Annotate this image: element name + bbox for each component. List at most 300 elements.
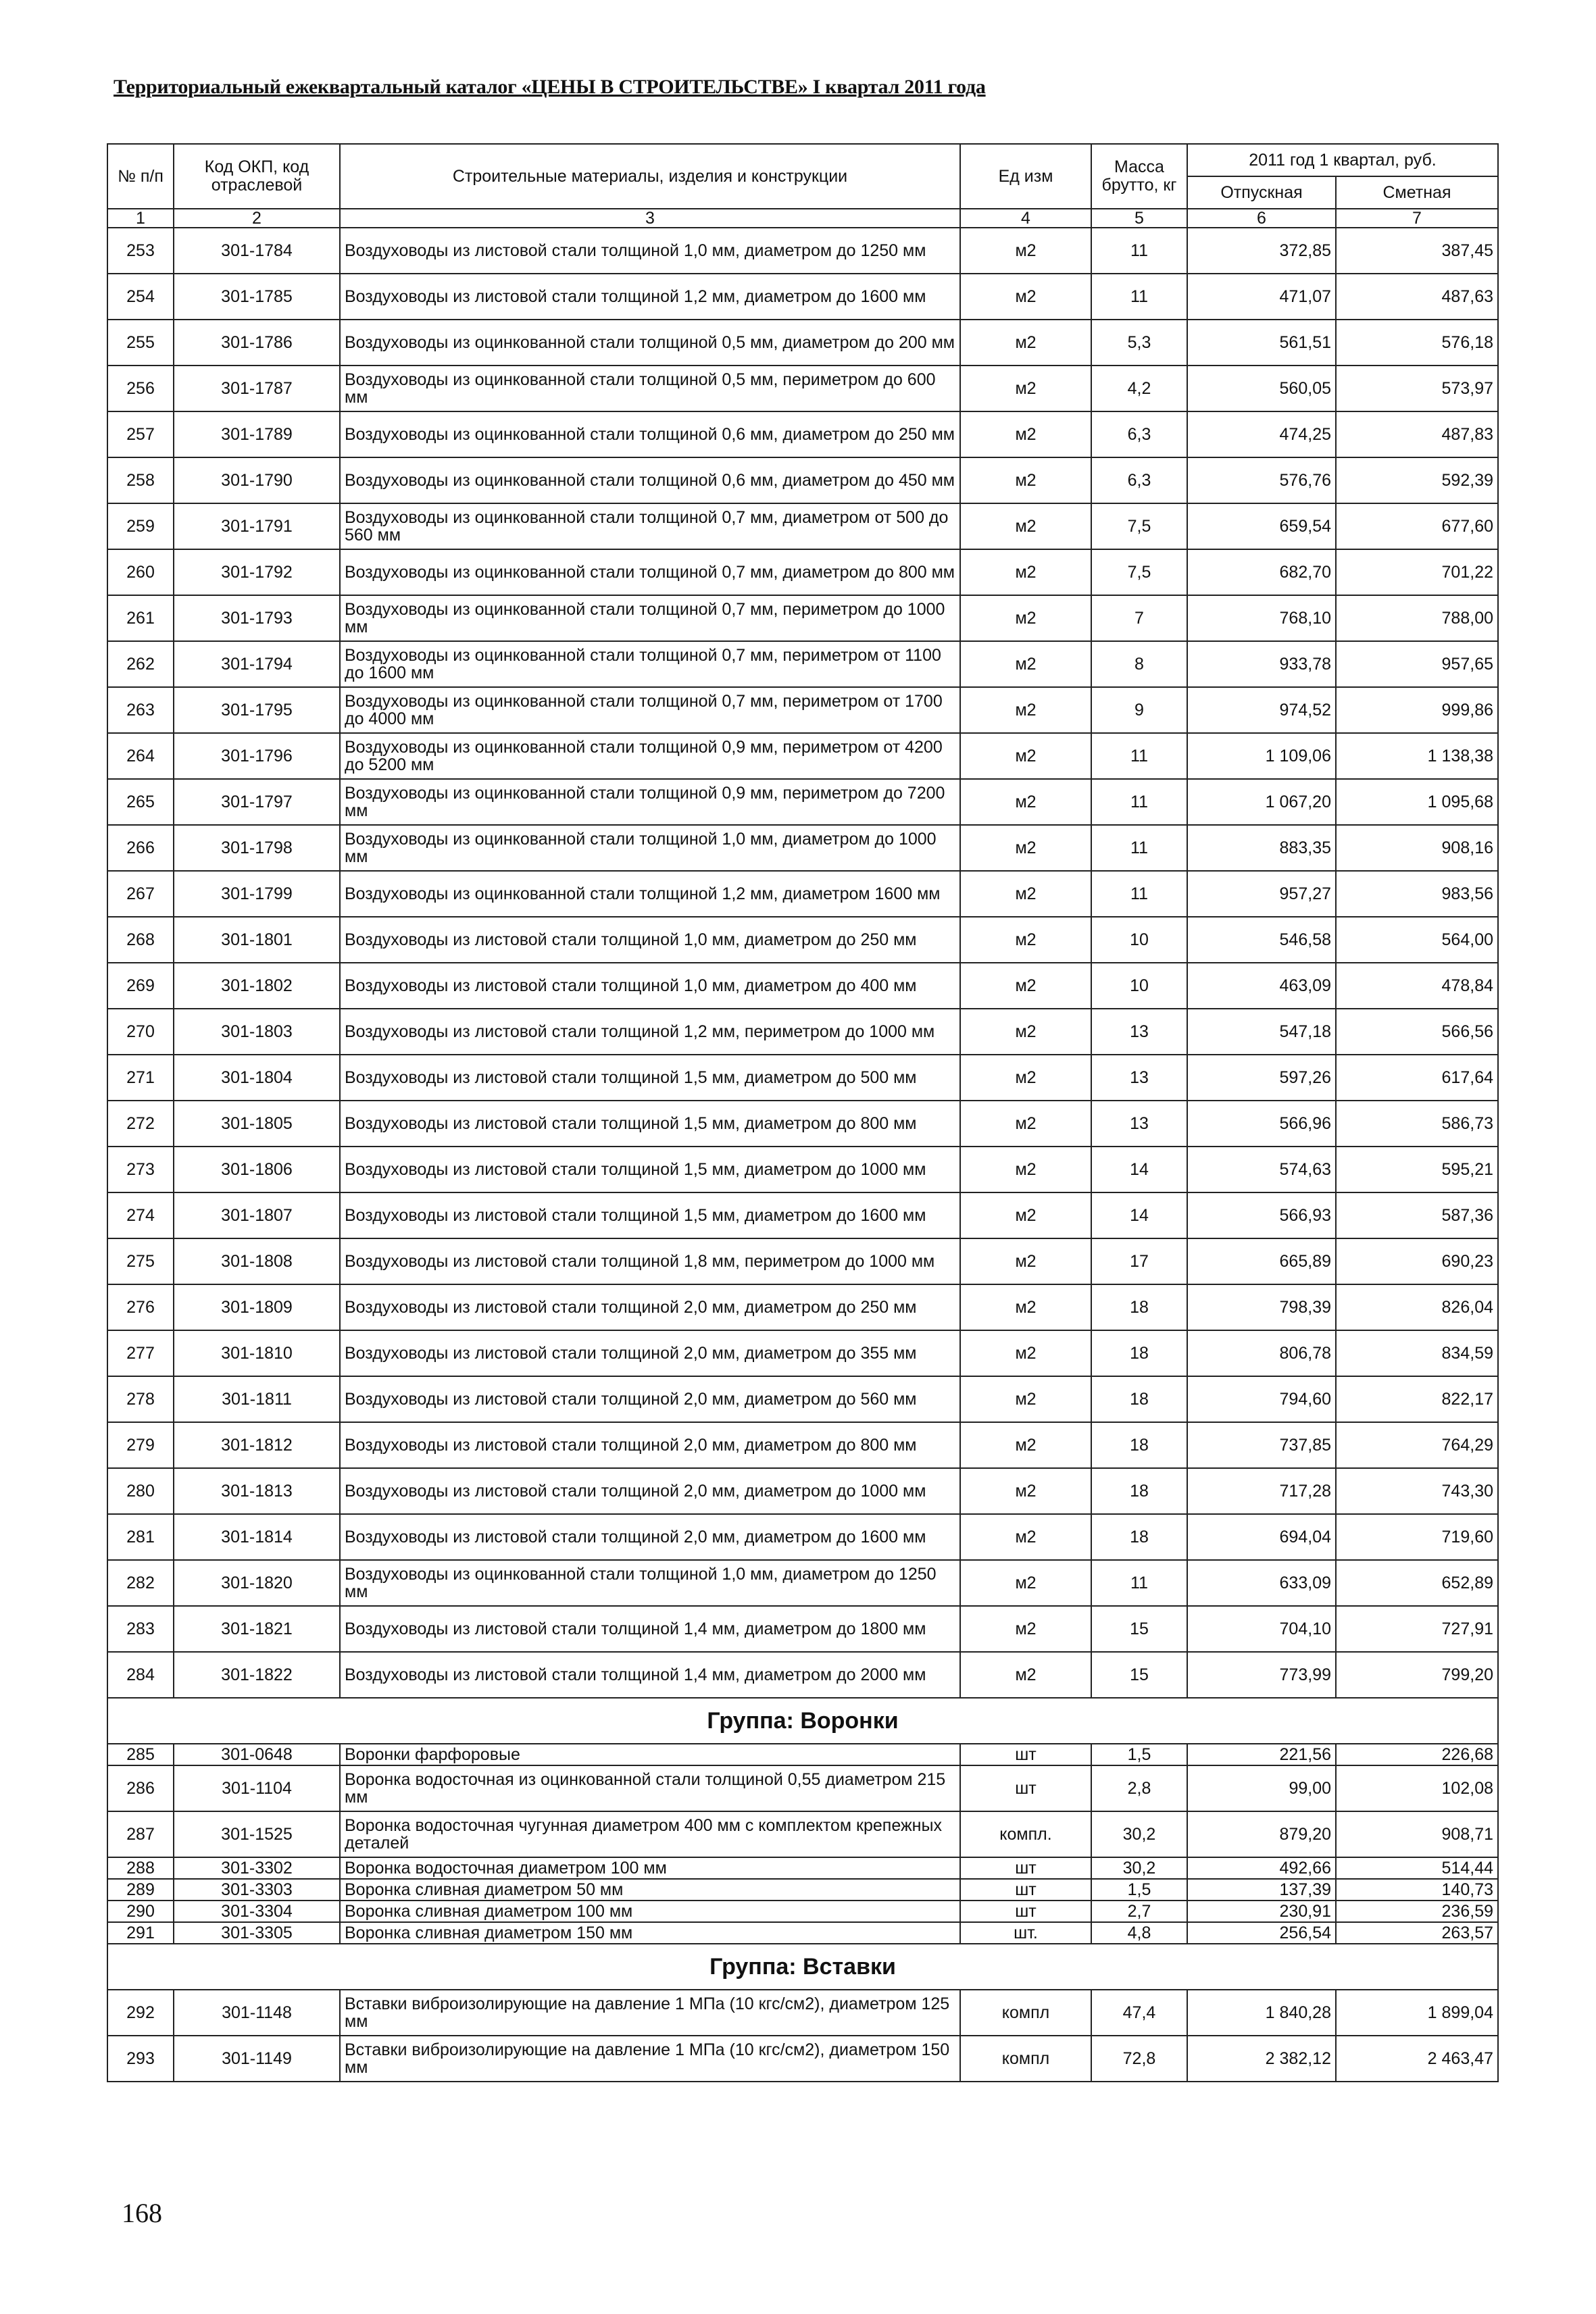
- row-estimate-price: 826,04: [1336, 1284, 1498, 1330]
- row-number: 257: [107, 411, 174, 457]
- row-description: Воздуховоды из оцинкованной стали толщиной 1,0 мм, диаметром до 1000 мм: [340, 825, 960, 871]
- row-code: 301-1785: [174, 274, 340, 320]
- table-row: [107, 549, 1498, 595]
- row-number: 274: [107, 1192, 174, 1238]
- row-mass: 18: [1091, 1284, 1187, 1330]
- row-estimate-price: 1 095,68: [1336, 779, 1498, 825]
- row-description: Воздуховоды из листовой стали толщиной 1,2 мм, диаметром до 1600 мм: [340, 274, 960, 320]
- row-release-price: 737,85: [1187, 1422, 1336, 1468]
- row-release-price: 566,93: [1187, 1192, 1336, 1238]
- row-mass: 72,8: [1091, 2036, 1187, 2082]
- row-estimate-price: 102,08: [1336, 1765, 1498, 1811]
- row-description: Воронка сливная диаметром 100 мм: [340, 1901, 960, 1922]
- column-number: 7: [1336, 209, 1498, 228]
- row-estimate-price: 514,44: [1336, 1857, 1498, 1879]
- row-number: 269: [107, 963, 174, 1009]
- row-description: Воздуховоды из листовой стали толщиной 1,0 мм, диаметром до 1250 мм: [340, 228, 960, 274]
- row-estimate-price: 564,00: [1336, 917, 1498, 963]
- row-description: Воздуховоды из оцинкованной стали толщиной 1,2 мм, диаметром 1600 мм: [340, 871, 960, 917]
- row-mass: 8: [1091, 641, 1187, 687]
- group-row: [107, 1944, 1498, 1990]
- col-header-release-price: Отпускная: [1187, 176, 1336, 209]
- table-row: [107, 1101, 1498, 1147]
- row-unit: компл: [960, 2036, 1091, 2082]
- row-code: 301-1796: [174, 733, 340, 779]
- row-unit: м2: [960, 1376, 1091, 1422]
- row-unit: м2: [960, 320, 1091, 366]
- table-row: [107, 1468, 1498, 1514]
- row-unit: м2: [960, 641, 1091, 687]
- row-estimate-price: 1 899,04: [1336, 1990, 1498, 2036]
- row-number: 283: [107, 1606, 174, 1652]
- table-row: [107, 274, 1498, 320]
- table-row: [107, 457, 1498, 503]
- row-unit: м2: [960, 1606, 1091, 1652]
- row-estimate-price: 2 463,47: [1336, 2036, 1498, 2082]
- row-mass: 2,8: [1091, 1765, 1187, 1811]
- row-mass: 11: [1091, 228, 1187, 274]
- row-number: 268: [107, 917, 174, 963]
- row-release-price: 1 109,06: [1187, 733, 1336, 779]
- row-code: 301-1797: [174, 779, 340, 825]
- row-estimate-price: 226,68: [1336, 1744, 1498, 1765]
- table-row: [107, 366, 1498, 411]
- row-number: 281: [107, 1514, 174, 1560]
- row-mass: 15: [1091, 1652, 1187, 1698]
- row-description: Вставки виброизолирующие на давление 1 МПа (10 кгс/см2), диаметром 125 мм: [340, 1990, 960, 2036]
- row-mass: 18: [1091, 1376, 1187, 1422]
- row-estimate-price: 1 138,38: [1336, 733, 1498, 779]
- row-code: 301-1149: [174, 2036, 340, 2082]
- table-row: [107, 1901, 1498, 1922]
- row-release-price: 1 840,28: [1187, 1990, 1336, 2036]
- table-row: [107, 503, 1498, 549]
- table-row: [107, 228, 1498, 274]
- row-description: Воронка водосточная диаметром 100 мм: [340, 1857, 960, 1879]
- row-mass: 11: [1091, 733, 1187, 779]
- row-release-price: 694,04: [1187, 1514, 1336, 1560]
- table-row: [107, 1330, 1498, 1376]
- row-mass: 11: [1091, 871, 1187, 917]
- row-mass: 10: [1091, 963, 1187, 1009]
- row-code: 301-1789: [174, 411, 340, 457]
- row-code: 301-1803: [174, 1009, 340, 1055]
- row-release-price: 717,28: [1187, 1468, 1336, 1514]
- row-description: Вставки виброизолирующие на давление 1 МПа (10 кгс/см2), диаметром 150 мм: [340, 2036, 960, 2082]
- row-code: 301-3302: [174, 1857, 340, 1879]
- row-number: 270: [107, 1009, 174, 1055]
- row-release-price: 883,35: [1187, 825, 1336, 871]
- row-estimate-price: 566,56: [1336, 1009, 1498, 1055]
- row-code: 301-1792: [174, 549, 340, 595]
- table-row: [107, 871, 1498, 917]
- row-description: Воздуховоды из листовой стали толщиной 1,4 мм, диаметром до 2000 мм: [340, 1652, 960, 1698]
- row-number: 267: [107, 871, 174, 917]
- row-description: Воздуховоды из листовой стали толщиной 1,5 мм, диаметром до 1000 мм: [340, 1147, 960, 1192]
- row-unit: компл.: [960, 1811, 1091, 1857]
- row-code: 301-1525: [174, 1811, 340, 1857]
- row-mass: 7,5: [1091, 503, 1187, 549]
- row-unit: м2: [960, 1422, 1091, 1468]
- row-description: Воздуховоды из листовой стали толщиной 1,0 мм, диаметром до 400 мм: [340, 963, 960, 1009]
- row-estimate-price: 799,20: [1336, 1652, 1498, 1698]
- row-mass: 13: [1091, 1009, 1187, 1055]
- row-release-price: 806,78: [1187, 1330, 1336, 1376]
- row-release-price: 574,63: [1187, 1147, 1336, 1192]
- row-estimate-price: 387,45: [1336, 228, 1498, 274]
- row-estimate-price: 764,29: [1336, 1422, 1498, 1468]
- row-mass: 5,3: [1091, 320, 1187, 366]
- row-unit: м2: [960, 411, 1091, 457]
- row-number: 285: [107, 1744, 174, 1765]
- table-row: [107, 1606, 1498, 1652]
- row-mass: 7,5: [1091, 549, 1187, 595]
- row-description: Воздуховоды из листовой стали толщиной 1,5 мм, диаметром до 1600 мм: [340, 1192, 960, 1238]
- row-estimate-price: 487,63: [1336, 274, 1498, 320]
- row-description: Воздуховоды из листовой стали толщиной 1,2 мм, периметром до 1000 мм: [340, 1009, 960, 1055]
- table-row: [107, 411, 1498, 457]
- row-mass: 18: [1091, 1422, 1187, 1468]
- row-estimate-price: 822,17: [1336, 1376, 1498, 1422]
- row-estimate-price: 788,00: [1336, 595, 1498, 641]
- row-description: Воздуховоды из листовой стали толщиной 2,0 мм, диаметром до 560 мм: [340, 1376, 960, 1422]
- row-mass: 47,4: [1091, 1990, 1187, 2036]
- row-code: 301-1794: [174, 641, 340, 687]
- column-number: 2: [174, 209, 340, 228]
- row-description: Воздуховоды из листовой стали толщиной 1,8 мм, периметром до 1000 мм: [340, 1238, 960, 1284]
- row-release-price: 463,09: [1187, 963, 1336, 1009]
- row-code: 301-1148: [174, 1990, 340, 2036]
- row-release-price: 256,54: [1187, 1922, 1336, 1944]
- row-release-price: 560,05: [1187, 366, 1336, 411]
- row-unit: шт: [960, 1765, 1091, 1811]
- row-number: 291: [107, 1922, 174, 1944]
- column-number-row: [107, 209, 1498, 228]
- row-code: 301-1793: [174, 595, 340, 641]
- table-row: [107, 1811, 1498, 1857]
- row-description: Воздуховоды из листовой стали толщиной 1,0 мм, диаметром до 250 мм: [340, 917, 960, 963]
- col-header-mass: Масса брутто, кг: [1091, 144, 1187, 209]
- row-code: 301-1809: [174, 1284, 340, 1330]
- row-description: Воздуховоды из оцинкованной стали толщиной 0,5 мм, диаметром до 200 мм: [340, 320, 960, 366]
- row-number: 254: [107, 274, 174, 320]
- table-row: [107, 825, 1498, 871]
- row-number: 280: [107, 1468, 174, 1514]
- row-mass: 14: [1091, 1192, 1187, 1238]
- table-row: [107, 1514, 1498, 1560]
- row-unit: шт: [960, 1879, 1091, 1901]
- row-description: Воронка сливная диаметром 150 мм: [340, 1922, 960, 1944]
- row-mass: 13: [1091, 1055, 1187, 1101]
- row-unit: шт: [960, 1901, 1091, 1922]
- row-estimate-price: 587,36: [1336, 1192, 1498, 1238]
- row-estimate-price: 701,22: [1336, 549, 1498, 595]
- row-description: Воздуховоды из листовой стали толщиной 2,0 мм, диаметром до 800 мм: [340, 1422, 960, 1468]
- row-mass: 17: [1091, 1238, 1187, 1284]
- row-unit: м2: [960, 1192, 1091, 1238]
- table-row: [107, 1376, 1498, 1422]
- row-mass: 11: [1091, 274, 1187, 320]
- row-number: 276: [107, 1284, 174, 1330]
- table-row: [107, 917, 1498, 963]
- row-unit: м2: [960, 917, 1091, 963]
- row-code: 301-1808: [174, 1238, 340, 1284]
- row-description: Воздуховоды из листовой стали толщиной 1,5 мм, диаметром до 500 мм: [340, 1055, 960, 1101]
- row-mass: 15: [1091, 1606, 1187, 1652]
- row-release-price: 546,58: [1187, 917, 1336, 963]
- row-code: 301-1820: [174, 1560, 340, 1606]
- group-title: Группа: Воронки: [107, 1698, 1498, 1744]
- row-release-price: 974,52: [1187, 687, 1336, 733]
- row-code: 301-1804: [174, 1055, 340, 1101]
- row-number: 284: [107, 1652, 174, 1698]
- row-estimate-price: 834,59: [1336, 1330, 1498, 1376]
- row-number: 260: [107, 549, 174, 595]
- row-code: 301-1822: [174, 1652, 340, 1698]
- row-code: 301-3304: [174, 1901, 340, 1922]
- table-row: [107, 595, 1498, 641]
- row-estimate-price: 727,91: [1336, 1606, 1498, 1652]
- row-release-price: 561,51: [1187, 320, 1336, 366]
- row-estimate-price: 690,23: [1336, 1238, 1498, 1284]
- row-mass: 18: [1091, 1514, 1187, 1560]
- row-estimate-price: 576,18: [1336, 320, 1498, 366]
- row-release-price: 665,89: [1187, 1238, 1336, 1284]
- row-mass: 11: [1091, 1560, 1187, 1606]
- row-code: 301-1805: [174, 1101, 340, 1147]
- row-number: 259: [107, 503, 174, 549]
- row-code: 301-0648: [174, 1744, 340, 1765]
- row-unit: м2: [960, 549, 1091, 595]
- row-release-price: 957,27: [1187, 871, 1336, 917]
- row-description: Воздуховоды из листовой стали толщиной 1,5 мм, диаметром до 800 мм: [340, 1101, 960, 1147]
- row-mass: 10: [1091, 917, 1187, 963]
- row-number: 282: [107, 1560, 174, 1606]
- row-release-price: 137,39: [1187, 1879, 1336, 1901]
- row-number: 292: [107, 1990, 174, 2036]
- row-description: Воронка водосточная чугунная диаметром 400 мм с комплектом крепежных деталей: [340, 1811, 960, 1857]
- table-row: [107, 641, 1498, 687]
- table-row: [107, 1857, 1498, 1879]
- row-description: Воздуховоды из листовой стали толщиной 2,0 мм, диаметром до 1000 мм: [340, 1468, 960, 1514]
- row-number: 272: [107, 1101, 174, 1147]
- col-header-num: № п/п: [107, 144, 174, 209]
- row-estimate-price: 743,30: [1336, 1468, 1498, 1514]
- row-unit: м2: [960, 1652, 1091, 1698]
- row-estimate-price: 263,57: [1336, 1922, 1498, 1944]
- row-code: 301-1786: [174, 320, 340, 366]
- row-description: Воздуховоды из оцинкованной стали толщиной 0,9 мм, периметром до 7200 мм: [340, 779, 960, 825]
- row-unit: компл: [960, 1990, 1091, 2036]
- row-unit: м2: [960, 825, 1091, 871]
- row-mass: 18: [1091, 1330, 1187, 1376]
- row-description: Воронка сливная диаметром 50 мм: [340, 1879, 960, 1901]
- row-estimate-price: 573,97: [1336, 366, 1498, 411]
- row-release-price: 682,70: [1187, 549, 1336, 595]
- table-row: [107, 1879, 1498, 1901]
- row-release-price: 230,91: [1187, 1901, 1336, 1922]
- row-estimate-price: 908,71: [1336, 1811, 1498, 1857]
- row-number: 275: [107, 1238, 174, 1284]
- row-code: 301-1812: [174, 1422, 340, 1468]
- row-unit: м2: [960, 733, 1091, 779]
- table-row: [107, 733, 1498, 779]
- table-row: [107, 1238, 1498, 1284]
- row-estimate-price: 592,39: [1336, 457, 1498, 503]
- row-unit: м2: [960, 1147, 1091, 1192]
- row-unit: м2: [960, 595, 1091, 641]
- table-row: [107, 1055, 1498, 1101]
- row-code: 301-1813: [174, 1468, 340, 1514]
- table-row: [107, 1922, 1498, 1944]
- row-mass: 1,5: [1091, 1879, 1187, 1901]
- row-description: Воздуховоды из оцинкованной стали толщиной 0,7 мм, периметром от 1100 до 1600 мм: [340, 641, 960, 687]
- row-mass: 7: [1091, 595, 1187, 641]
- row-estimate-price: 908,16: [1336, 825, 1498, 871]
- row-mass: 6,3: [1091, 457, 1187, 503]
- row-unit: м2: [960, 1055, 1091, 1101]
- row-unit: м2: [960, 963, 1091, 1009]
- row-code: 301-3305: [174, 1922, 340, 1944]
- col-header-code: Код ОКП, код отраслевой: [174, 144, 340, 209]
- row-number: 253: [107, 228, 174, 274]
- row-estimate-price: 478,84: [1336, 963, 1498, 1009]
- row-number: 289: [107, 1879, 174, 1901]
- row-code: 301-3303: [174, 1879, 340, 1901]
- column-number: 4: [960, 209, 1091, 228]
- table-row: [107, 1284, 1498, 1330]
- column-number: 3: [340, 209, 960, 228]
- row-number: 288: [107, 1857, 174, 1879]
- row-number: 277: [107, 1330, 174, 1376]
- row-number: 293: [107, 2036, 174, 2082]
- row-mass: 1,5: [1091, 1744, 1187, 1765]
- row-release-price: 597,26: [1187, 1055, 1336, 1101]
- row-release-price: 372,85: [1187, 228, 1336, 274]
- table-row: [107, 1009, 1498, 1055]
- row-unit: шт: [960, 1857, 1091, 1879]
- row-code: 301-1801: [174, 917, 340, 963]
- row-release-price: 566,96: [1187, 1101, 1336, 1147]
- row-unit: м2: [960, 1330, 1091, 1376]
- row-description: Воздуховоды из оцинкованной стали толщиной 0,5 мм, периметром до 600 мм: [340, 366, 960, 411]
- row-mass: 11: [1091, 779, 1187, 825]
- row-number: 278: [107, 1376, 174, 1422]
- row-release-price: 99,00: [1187, 1765, 1336, 1811]
- row-code: 301-1811: [174, 1376, 340, 1422]
- row-code: 301-1814: [174, 1514, 340, 1560]
- table-row: [107, 1744, 1498, 1765]
- row-description: Воздуховоды из листовой стали толщиной 2,0 мм, диаметром до 1600 мм: [340, 1514, 960, 1560]
- row-number: 271: [107, 1055, 174, 1101]
- row-description: Воздуховоды из оцинкованной стали толщиной 1,0 мм, диаметром до 1250 мм: [340, 1560, 960, 1606]
- row-mass: 14: [1091, 1147, 1187, 1192]
- row-release-price: 474,25: [1187, 411, 1336, 457]
- row-unit: м2: [960, 228, 1091, 274]
- row-description: Воздуховоды из оцинкованной стали толщиной 0,6 мм, диаметром до 250 мм: [340, 411, 960, 457]
- table-row: [107, 1990, 1498, 2036]
- row-description: Воздуховоды из листовой стали толщиной 2,0 мм, диаметром до 355 мм: [340, 1330, 960, 1376]
- group-row: [107, 1698, 1498, 1744]
- row-mass: 2,7: [1091, 1901, 1187, 1922]
- row-unit: м2: [960, 503, 1091, 549]
- row-code: 301-1799: [174, 871, 340, 917]
- row-mass: 11: [1091, 825, 1187, 871]
- row-code: 301-1104: [174, 1765, 340, 1811]
- row-estimate-price: 652,89: [1336, 1560, 1498, 1606]
- row-code: 301-1795: [174, 687, 340, 733]
- row-number: 279: [107, 1422, 174, 1468]
- row-code: 301-1787: [174, 366, 340, 411]
- row-description: Воздуховоды из оцинкованной стали толщиной 0,7 мм, периметром до 1000 мм: [340, 595, 960, 641]
- catalog-title: Территориальный ежеквартальный каталог «ЦЕНЫ В СТРОИТЕЛЬСТВЕ» I квартал 2011 года: [114, 76, 986, 98]
- row-number: 256: [107, 366, 174, 411]
- row-description: Воздуховоды из листовой стали толщиной 1,4 мм, диаметром до 1800 мм: [340, 1606, 960, 1652]
- column-number: 5: [1091, 209, 1187, 228]
- row-release-price: 659,54: [1187, 503, 1336, 549]
- row-code: 301-1810: [174, 1330, 340, 1376]
- col-header-unit: Ед изм: [960, 144, 1091, 209]
- row-release-price: 773,99: [1187, 1652, 1336, 1698]
- row-release-price: 221,56: [1187, 1744, 1336, 1765]
- row-code: 301-1790: [174, 457, 340, 503]
- table-row: [107, 779, 1498, 825]
- row-mass: 6,3: [1091, 411, 1187, 457]
- row-mass: 18: [1091, 1468, 1187, 1514]
- table-row: [107, 320, 1498, 366]
- row-description: Воздуховоды из оцинкованной стали толщиной 0,7 мм, диаметром до 800 мм: [340, 549, 960, 595]
- table-row: [107, 2036, 1498, 2082]
- row-estimate-price: 140,73: [1336, 1879, 1498, 1901]
- row-mass: 4,8: [1091, 1922, 1187, 1944]
- row-unit: м2: [960, 871, 1091, 917]
- row-code: 301-1806: [174, 1147, 340, 1192]
- row-release-price: 933,78: [1187, 641, 1336, 687]
- row-unit: м2: [960, 687, 1091, 733]
- row-description: Воронка водосточная из оцинкованной стали толщиной 0,55 диаметром 215 мм: [340, 1765, 960, 1811]
- row-estimate-price: 999,86: [1336, 687, 1498, 733]
- row-estimate-price: 487,83: [1336, 411, 1498, 457]
- row-release-price: 547,18: [1187, 1009, 1336, 1055]
- row-unit: м2: [960, 457, 1091, 503]
- row-release-price: 492,66: [1187, 1857, 1336, 1879]
- row-code: 301-1802: [174, 963, 340, 1009]
- row-unit: м2: [960, 1238, 1091, 1284]
- table-row: [107, 1422, 1498, 1468]
- row-unit: м2: [960, 1009, 1091, 1055]
- row-estimate-price: 983,56: [1336, 871, 1498, 917]
- row-code: 301-1784: [174, 228, 340, 274]
- row-description: Воздуховоды из оцинкованной стали толщиной 0,7 мм, диаметром от 500 до 560 мм: [340, 503, 960, 549]
- table-row: [107, 1652, 1498, 1698]
- row-unit: шт.: [960, 1922, 1091, 1944]
- table-row: [107, 1192, 1498, 1238]
- row-code: 301-1821: [174, 1606, 340, 1652]
- page-number: 168: [122, 2198, 162, 2228]
- row-release-price: 704,10: [1187, 1606, 1336, 1652]
- row-unit: м2: [960, 1560, 1091, 1606]
- row-unit: м2: [960, 366, 1091, 411]
- column-number: 1: [107, 209, 174, 228]
- row-release-price: 2 382,12: [1187, 2036, 1336, 2082]
- row-unit: м2: [960, 1101, 1091, 1147]
- row-estimate-price: 719,60: [1336, 1514, 1498, 1560]
- row-number: 261: [107, 595, 174, 641]
- row-mass: 4,2: [1091, 366, 1187, 411]
- row-description: Воронки фарфоровые: [340, 1744, 960, 1765]
- row-release-price: 1 067,20: [1187, 779, 1336, 825]
- row-release-price: 879,20: [1187, 1811, 1336, 1857]
